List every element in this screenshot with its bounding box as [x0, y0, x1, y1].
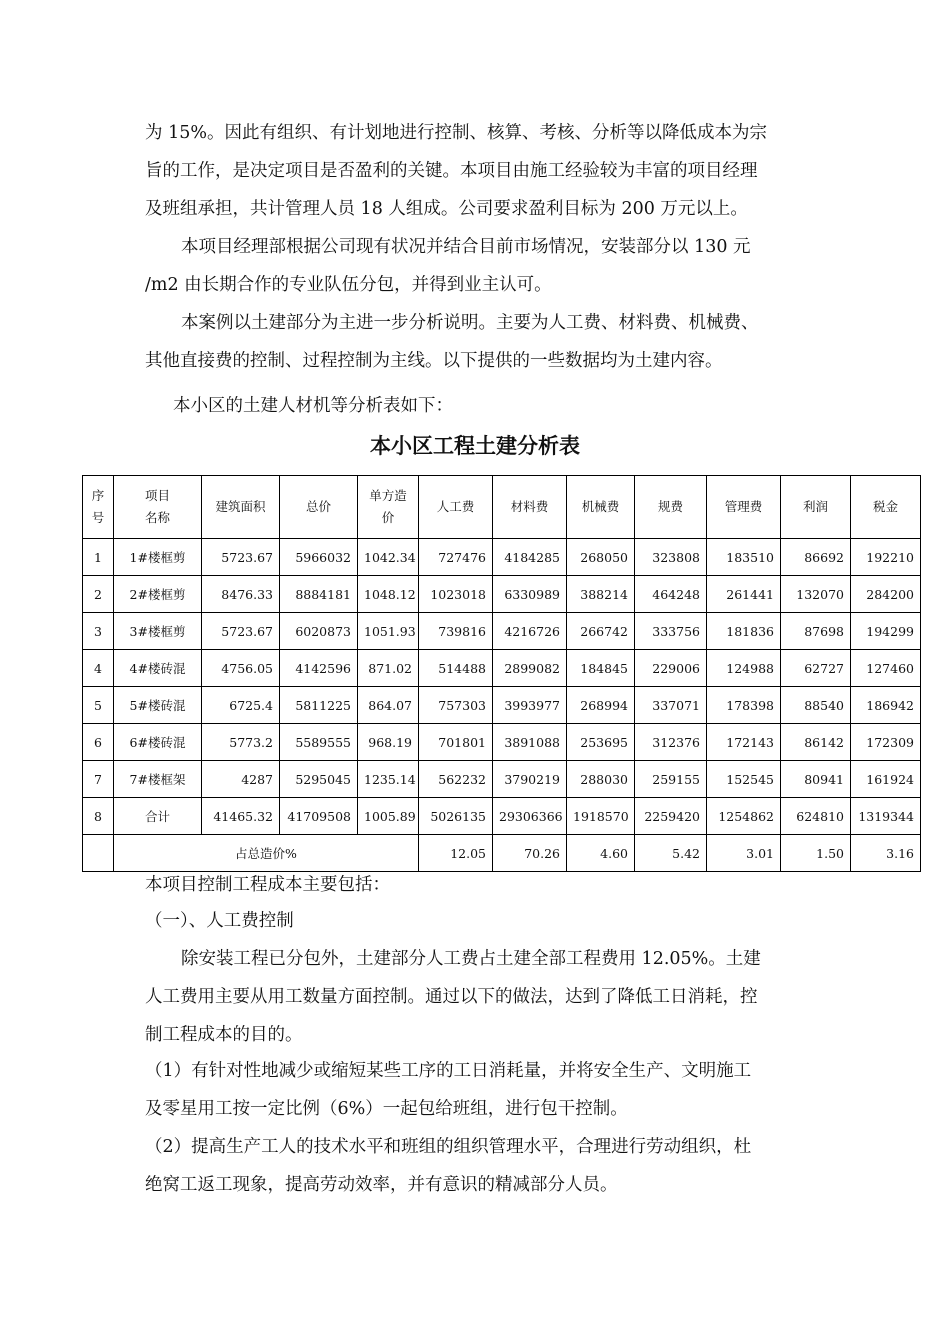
- value-cell: 80941: [781, 761, 851, 798]
- table-row: [83, 761, 921, 798]
- project-name-cell: 2#楼框剪: [114, 576, 202, 613]
- value-cell: 864.07: [358, 687, 419, 724]
- value-cell: 5811225: [280, 687, 358, 724]
- value-cell: 1048.12: [358, 576, 419, 613]
- table-row: [83, 613, 921, 650]
- value-cell: 337071: [635, 687, 707, 724]
- header-cell: 总价: [280, 476, 358, 539]
- value-cell: 4216726: [493, 613, 567, 650]
- text-line: 除安装工程已分包外，土建部分人工费占土建全部工程费用 12.05%。土建: [181, 949, 761, 969]
- value-cell: 288030: [567, 761, 635, 798]
- value-cell: 739816: [419, 613, 493, 650]
- text-line: 本案例以土建部分为主进一步分析说明。主要为人工费、材料费、机械费、: [181, 313, 759, 333]
- row-index-cell: 5: [83, 687, 114, 724]
- value-cell: 323808: [635, 539, 707, 576]
- table-row: [83, 539, 921, 576]
- value-cell: 624810: [781, 798, 851, 835]
- value-cell: 88540: [781, 687, 851, 724]
- value-cell: 192210: [851, 539, 921, 576]
- value-cell: 6725.4: [202, 687, 280, 724]
- value-cell: 727476: [419, 539, 493, 576]
- header-cell: 规费: [635, 476, 707, 539]
- value-cell: 8476.33: [202, 576, 280, 613]
- value-cell: 3790219: [493, 761, 567, 798]
- value-cell: 124988: [707, 650, 781, 687]
- text-line: 为 15%。因此有组织、有计划地进行控制、核算、考核、分析等以降低成本为宗: [145, 123, 767, 143]
- text-line: 及零星用工按一定比例（6%）一起包给班组，进行包干控制。: [145, 1099, 628, 1119]
- value-cell: 1319344: [851, 798, 921, 835]
- value-cell: 29306366: [493, 798, 567, 835]
- row-index-cell: 2: [83, 576, 114, 613]
- value-cell: 5966032: [280, 539, 358, 576]
- value-cell: 132070: [781, 576, 851, 613]
- value-cell: 253695: [567, 724, 635, 761]
- table-title: 本小区工程土建分析表: [370, 433, 580, 458]
- value-cell: 186942: [851, 687, 921, 724]
- value-cell: 178398: [707, 687, 781, 724]
- value-cell: 968.19: [358, 724, 419, 761]
- text-line: 绝窝工返工现象，提高劳动效率，并有意识的精减部分人员。: [145, 1175, 618, 1195]
- header-cell: 项目 名称: [114, 476, 202, 539]
- paragraph-control-intro: [145, 866, 810, 904]
- value-cell: 86692: [781, 539, 851, 576]
- percent-label-cell: 占总造价%: [114, 835, 419, 872]
- value-cell: 312376: [635, 724, 707, 761]
- paragraph-measure-2: [145, 1128, 810, 1204]
- text-line: 人工费用主要从用工数量方面控制。通过以下的做法，达到了降低工日消耗，控: [145, 987, 758, 1007]
- value-cell: 184845: [567, 650, 635, 687]
- value-cell: 1005.89: [358, 798, 419, 835]
- value-cell: 183510: [707, 539, 781, 576]
- section-heading-labor: [145, 902, 810, 940]
- paragraph-measure-1: [145, 1052, 810, 1128]
- value-cell: 261441: [707, 576, 781, 613]
- value-cell: 4287: [202, 761, 280, 798]
- value-cell: 1023018: [419, 576, 493, 613]
- value-cell: 2259420: [635, 798, 707, 835]
- header-cell: 税金: [851, 476, 921, 539]
- value-cell: 6330989: [493, 576, 567, 613]
- text-line: 制工程成本的目的。: [145, 1025, 303, 1045]
- percent-value-cell: 12.05: [419, 835, 493, 872]
- value-cell: 87698: [781, 613, 851, 650]
- value-cell: 4756.05: [202, 650, 280, 687]
- value-cell: 8884181: [280, 576, 358, 613]
- percent-value-cell: 1.50: [781, 835, 851, 872]
- row-index-cell: 3: [83, 613, 114, 650]
- value-cell: 871.02: [358, 650, 419, 687]
- value-cell: 1042.34: [358, 539, 419, 576]
- header-cell: 序 号: [83, 476, 114, 539]
- value-cell: 172143: [707, 724, 781, 761]
- value-cell: 5026135: [419, 798, 493, 835]
- value-cell: 1918570: [567, 798, 635, 835]
- value-cell: 152545: [707, 761, 781, 798]
- table-row: [83, 724, 921, 761]
- value-cell: 3993977: [493, 687, 567, 724]
- header-cell: 利润: [781, 476, 851, 539]
- value-cell: 514488: [419, 650, 493, 687]
- text-line: 本项目控制工程成本主要包括：: [145, 875, 390, 895]
- value-cell: 259155: [635, 761, 707, 798]
- value-cell: 4142596: [280, 650, 358, 687]
- value-cell: 701801: [419, 724, 493, 761]
- value-cell: 1235.14: [358, 761, 419, 798]
- project-name-cell: 5#楼砖混: [114, 687, 202, 724]
- table-header-row: [83, 476, 921, 539]
- value-cell: 229006: [635, 650, 707, 687]
- text-line: 本小区的土建人材机等分析表如下：: [173, 396, 453, 416]
- value-cell: 181836: [707, 613, 781, 650]
- table-row: [83, 687, 921, 724]
- text-line: /m2 由长期合作的专业队伍分包，并得到业主认可。: [145, 275, 552, 295]
- project-name-cell: 6#楼砖混: [114, 724, 202, 761]
- table-row: [83, 650, 921, 687]
- value-cell: 5723.67: [202, 613, 280, 650]
- empty-cell: [83, 835, 114, 872]
- project-name-cell: 合计: [114, 798, 202, 835]
- text-line: 其他直接费的控制、过程控制为主线。以下提供的一些数据均为土建内容。: [145, 351, 723, 371]
- value-cell: 6020873: [280, 613, 358, 650]
- paragraph-labor-control: [145, 940, 810, 1054]
- value-cell: 757303: [419, 687, 493, 724]
- value-cell: 562232: [419, 761, 493, 798]
- value-cell: 268050: [567, 539, 635, 576]
- row-index-cell: 1: [83, 539, 114, 576]
- table-row: [83, 576, 921, 613]
- value-cell: 194299: [851, 613, 921, 650]
- value-cell: 1051.93: [358, 613, 419, 650]
- value-cell: 41465.32: [202, 798, 280, 835]
- percent-value-cell: 3.16: [851, 835, 921, 872]
- analysis-table: [82, 475, 921, 872]
- paragraph-subcontract: [145, 228, 810, 304]
- value-cell: 464248: [635, 576, 707, 613]
- value-cell: 5589555: [280, 724, 358, 761]
- project-name-cell: 7#楼框架: [114, 761, 202, 798]
- value-cell: 62727: [781, 650, 851, 687]
- row-index-cell: 8: [83, 798, 114, 835]
- header-cell: 材料费: [493, 476, 567, 539]
- header-cell: 管理费: [707, 476, 781, 539]
- percent-value-cell: 4.60: [567, 835, 635, 872]
- paragraph-table-intro: [145, 387, 810, 425]
- value-cell: 388214: [567, 576, 635, 613]
- text-line: （2）提高生产工人的技术水平和班组的组织管理水平，合理进行劳动组织，杜: [145, 1137, 752, 1157]
- value-cell: 1254862: [707, 798, 781, 835]
- table-body: [83, 539, 921, 872]
- percent-value-cell: 70.26: [493, 835, 567, 872]
- value-cell: 268994: [567, 687, 635, 724]
- header-cell: 建筑面积: [202, 476, 280, 539]
- header-cell: 人工费: [419, 476, 493, 539]
- paragraph-cost-goal: [145, 114, 810, 228]
- value-cell: 86142: [781, 724, 851, 761]
- text-line: 旨的工作，是决定项目是否盈利的关键。本项目由施工经验较为丰富的项目经理: [145, 161, 758, 181]
- value-cell: 127460: [851, 650, 921, 687]
- project-name-cell: 1#楼框剪: [114, 539, 202, 576]
- value-cell: 4184285: [493, 539, 567, 576]
- value-cell: 5723.67: [202, 539, 280, 576]
- value-cell: 266742: [567, 613, 635, 650]
- value-cell: 3891088: [493, 724, 567, 761]
- row-index-cell: 7: [83, 761, 114, 798]
- table-row: [83, 798, 921, 835]
- value-cell: 41709508: [280, 798, 358, 835]
- value-cell: 5773.2: [202, 724, 280, 761]
- value-cell: 172309: [851, 724, 921, 761]
- value-cell: 161924: [851, 761, 921, 798]
- value-cell: 284200: [851, 576, 921, 613]
- value-cell: 5295045: [280, 761, 358, 798]
- row-index-cell: 4: [83, 650, 114, 687]
- row-index-cell: 6: [83, 724, 114, 761]
- value-cell: 333756: [635, 613, 707, 650]
- header-cell: 机械费: [567, 476, 635, 539]
- percent-value-cell: 3.01: [707, 835, 781, 872]
- value-cell: 2899082: [493, 650, 567, 687]
- text-line: （一）、人工费控制: [145, 911, 294, 931]
- percent-value-cell: 5.42: [635, 835, 707, 872]
- project-name-cell: 4#楼砖混: [114, 650, 202, 687]
- paragraph-case-scope: [145, 304, 810, 380]
- text-line: 及班组承担，共计管理人员 18 人组成。公司要求盈利目标为 200 万元以上。: [145, 199, 748, 219]
- header-cell: 单方造 价: [358, 476, 419, 539]
- text-line: （1）有针对性地减少或缩短某些工序的工日消耗量，并将安全生产、文明施工: [145, 1061, 752, 1081]
- text-line: 本项目经理部根据公司现有状况并结合目前市场情况，安装部分以 130 元: [181, 237, 751, 257]
- project-name-cell: 3#楼框剪: [114, 613, 202, 650]
